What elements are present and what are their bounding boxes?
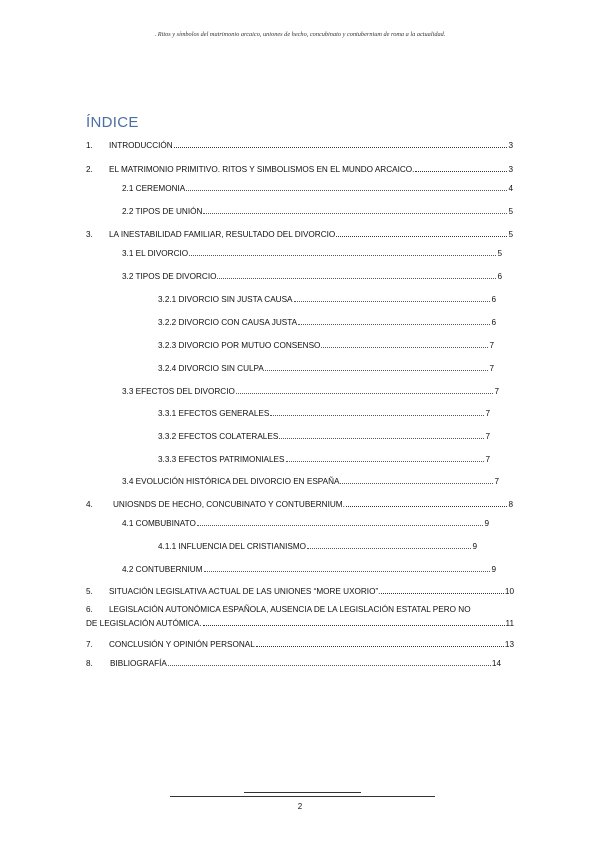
toc-entry[interactable] xyxy=(158,341,494,350)
toc-entry-text: 3.2.1 DIVORCIO SIN JUSTA CAUSA xyxy=(158,295,293,304)
toc-entry-page: 4 xyxy=(508,184,513,193)
toc-entry-text: 2.2 TIPOS DE UNIÓN xyxy=(122,207,203,216)
toc-entry-page: 5 xyxy=(497,249,502,258)
dot-leader xyxy=(186,189,507,191)
toc-entry[interactable] xyxy=(158,409,490,418)
toc-entry-text: 3.1 EL DIVORCIO xyxy=(122,249,189,258)
footer-divider xyxy=(170,796,435,797)
toc-entry-page: 9 xyxy=(484,519,489,528)
toc-entry-number: 8. xyxy=(86,659,93,668)
toc-entry-text: EL MATRIMONIO PRIMITIVO. RITOS Y SIMBOLISMOS EN EL MUNDO ARCAICO. xyxy=(109,165,415,174)
toc-entry-page: 14 xyxy=(491,659,501,668)
toc-entry-line1 xyxy=(86,605,514,614)
toc-entry[interactable] xyxy=(122,249,502,258)
toc-entry-page: 6 xyxy=(491,295,496,304)
toc-entry-text: LEGISLACIÓN AUTONÓMICA ESPAÑOLA, AUSENCIA DE LA LEGISLACIÓN ESTATAL PERO NO xyxy=(109,605,471,614)
toc-entry-text: 3.3.1 EFECTOS GENERALES xyxy=(158,409,270,418)
toc-entry-text: 3.2.3 DIVORCIO POR MUTUO CONSENSO xyxy=(158,341,321,350)
dot-leader xyxy=(381,592,503,594)
dot-leader xyxy=(189,254,496,256)
toc-entry-number: 4. xyxy=(86,500,93,509)
toc-entry[interactable] xyxy=(122,477,499,486)
toc-entry-page: 5 xyxy=(508,207,513,216)
dot-leader xyxy=(298,323,490,325)
toc-entry[interactable] xyxy=(122,184,513,193)
toc-entry[interactable] xyxy=(86,230,513,239)
dot-leader xyxy=(286,460,485,462)
toc-entry-page: 3 xyxy=(508,165,513,174)
dot-leader xyxy=(321,346,488,348)
toc-entry-text: 2.1 CEREMONIA xyxy=(122,184,186,193)
toc-entry-page: 10 xyxy=(504,587,514,596)
toc-entry[interactable] xyxy=(86,587,514,596)
toc-entry-page: 7 xyxy=(494,477,499,486)
toc-entry-page: 7 xyxy=(485,455,490,464)
dot-leader xyxy=(346,505,508,507)
toc-entry-text: BIBLIOGRAFÍA xyxy=(110,659,167,668)
toc-entry[interactable] xyxy=(122,207,513,216)
dot-leader xyxy=(204,570,491,572)
dot-leader xyxy=(307,547,471,549)
toc-entry[interactable] xyxy=(158,455,490,464)
toc-entry-text: DE LEGISLACIÓN AUTÓMICA. xyxy=(86,619,202,628)
toc-entry-text: 3.2.2 DIVORCIO CON CAUSA JUSTA xyxy=(158,318,298,327)
dot-leader xyxy=(294,300,491,302)
toc-entry-page: 6 xyxy=(491,318,496,327)
dot-leader xyxy=(203,212,507,214)
toc-entry-page: 13 xyxy=(504,640,514,649)
toc-entry-text: 3.2 TIPOS DE DIVORCIO xyxy=(122,272,217,281)
toc-entry-page: 7 xyxy=(485,409,490,418)
toc-entry-page: 8 xyxy=(508,500,513,509)
toc-entry-text: 4.1.1 INFLUENCIA DEL CRISTIANISMO xyxy=(158,542,307,551)
dot-leader xyxy=(197,524,484,526)
toc-entry[interactable] xyxy=(158,295,496,304)
toc-entry-page: 7 xyxy=(489,341,494,350)
toc-entry-text: 3.4 EVOLUCIÓN HISTÓRICA DEL DIVORCIO EN ESPAÑA xyxy=(122,477,340,486)
toc-entry[interactable] xyxy=(158,542,477,551)
toc-entry-text: INTRODUCCIÓN xyxy=(109,141,173,150)
toc-entry-number: 5. xyxy=(86,587,93,596)
toc-entry[interactable] xyxy=(86,165,513,174)
toc-entry-page: 11 xyxy=(505,619,514,628)
toc-entry-text: LA INESTABILIDAD FAMILIAR, RESULTADO DEL DIVORCIO xyxy=(109,230,336,239)
footer-divider xyxy=(244,792,361,793)
toc-entry-number: 1. xyxy=(86,141,93,150)
dot-leader xyxy=(340,482,493,484)
toc-entry[interactable] xyxy=(86,659,501,668)
toc-title: ÍNDICE xyxy=(86,114,139,131)
toc-entry-text: SITUACIÓN LEGISLATIVA ACTUAL DE LAS UNIONES “MORE UXORIO”. xyxy=(109,587,381,596)
toc-entry-text: 3.2.4 DIVORCIO SIN CULPA xyxy=(158,364,264,373)
dot-leader xyxy=(217,277,496,279)
toc-entry[interactable] xyxy=(158,364,494,373)
toc-entry-page: 7 xyxy=(485,432,490,441)
toc-entry-page: 9 xyxy=(491,565,496,574)
toc-entry-text: 3.3.3 EFECTOS PATRIMONIALES xyxy=(158,455,285,464)
toc-entry[interactable] xyxy=(158,318,496,327)
toc-entry-page: 3 xyxy=(508,141,513,150)
dot-leader xyxy=(265,369,489,371)
dot-leader xyxy=(174,146,508,148)
toc-entry-multiline[interactable] xyxy=(86,605,514,628)
toc-entry[interactable] xyxy=(122,272,502,281)
dot-leader xyxy=(203,624,505,626)
toc-entry-page: 6 xyxy=(497,272,502,281)
dot-leader xyxy=(415,170,507,172)
dot-leader xyxy=(279,437,484,439)
toc-entry[interactable] xyxy=(122,519,489,528)
dot-leader xyxy=(336,235,507,237)
toc-entry[interactable] xyxy=(122,387,499,396)
toc-entry-text: UNIOSNDS DE HECHO, CONCUBINATO Y CONTUBERNIUM. xyxy=(113,500,345,509)
dot-leader xyxy=(168,664,491,666)
toc-entry-text: 3.3 EFECTOS DEL DIVORCIO xyxy=(122,387,235,396)
running-header: . Ritos y símbolos del matrimonio arcaico, uniones de hecho, concubinato y contubernium de roma a la actualidad. xyxy=(154,31,446,38)
page-number: 2 xyxy=(297,802,303,811)
toc-entry-text: 3.3.2 EFECTOS COLATERALES xyxy=(158,432,279,441)
dot-leader xyxy=(270,414,484,416)
toc-entry[interactable] xyxy=(122,565,496,574)
toc-entry-text: 4.1 COMBUBINATO xyxy=(122,519,196,528)
dot-leader xyxy=(256,645,504,647)
dot-leader xyxy=(236,392,494,394)
toc-entry-number: 2. xyxy=(86,165,93,174)
toc-entry-page: 7 xyxy=(494,387,499,396)
toc-entry[interactable] xyxy=(158,432,490,441)
toc-entry-page: 9 xyxy=(472,542,477,551)
toc-entry-line2 xyxy=(86,619,514,628)
toc-entry-page: 5 xyxy=(508,230,513,239)
toc-entry-number: 6. xyxy=(86,605,93,614)
toc-entry-text: CONCLUSIÓN Y OPINIÓN PERSONAL xyxy=(109,640,255,649)
toc-entry-text: 4.2 CONTUBERNIUM xyxy=(122,565,203,574)
toc-entry[interactable] xyxy=(86,500,513,509)
toc-entry-number: 3. xyxy=(86,230,93,239)
toc-entry[interactable] xyxy=(86,640,514,649)
toc-entry-number: 7. xyxy=(86,640,93,649)
toc-entry-page: 7 xyxy=(489,364,494,373)
toc-entry[interactable] xyxy=(86,141,513,150)
